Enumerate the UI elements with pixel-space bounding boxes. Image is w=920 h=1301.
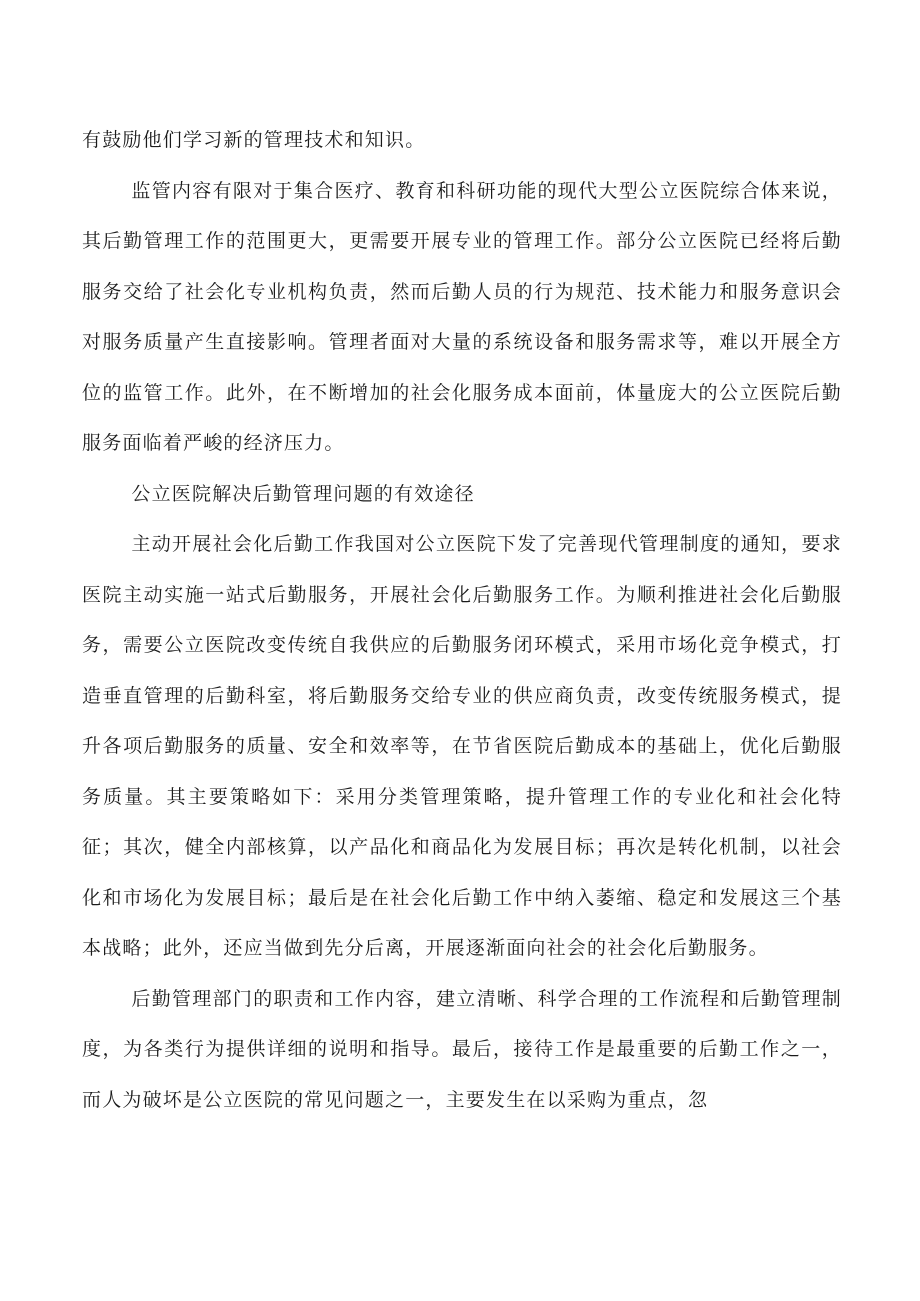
paragraph-supervision: 监管内容有限对于集合医疗、教育和科研功能的现代大型公立医院综合体来说，其后勤管理工作的范围更大，更需要开展专业的管理工作。部分公立医院已经将后勤服务交给了社会化专业机构负责，然而后勤人员的行为规范、技术能力和服务意识会对服务质量产生直接影响。管理者面对大量的系统设备和服务需求等，难以开展全方位的监管工作。此外，在不断增加的社会化服务成本面前，体量庞大的公立医院后勤服务面临着严峻的经济压力。: [82, 179, 842, 454]
section-heading: 公立医院解决后勤管理问题的有效途径: [131, 482, 475, 505]
paragraph-continuation: 有鼓励他们学习新的管理技术和知识。: [82, 129, 426, 151]
paragraph-socialized-logistics: 主动开展社会化后勤工作我国对公立医院下发了完善现代管理制度的通知，要求医院主动实施一站式后勤服务，开展社会化后勤服务工作。为顺利推进社会化后勤服务，需要公立医院改变传统自我供应的后勤服务闭环模式，采用市场化竞争模式，打造垂直管理的后勤科室，将后勤服务交给专业的供应商负责，改变传统服务模式，提升各项后勤服务的质量、安全和效率等，在节省医院后勤成本的基础上，优化后勤服务质量。其主要策略如下：采用分类管理策略，提升管理工作的专业化和社会化特征；其次，健全内部核算，以产品化和商品化为发展目标；再次是转化机制，以社会化和市场化为发展目标；最后是在社会化后勤工作中纳入萎缩、稳定和发展这三个基本战略；此外，还应当做到先分后离，开展逐渐面向社会的社会化后勤服务。: [82, 533, 842, 959]
document-body: [82, 115, 842, 1125]
paragraph-logistics-department: 后勤管理部门的职责和工作内容，建立清晰、科学合理的工作流程和后勤管理制度，为各类行为提供详细的说明和指导。最后，接待工作是最重要的后勤工作之一，而人为破坏是公立医院的常见问题之一，主要发生在以采购为重点，忽: [82, 987, 842, 1111]
